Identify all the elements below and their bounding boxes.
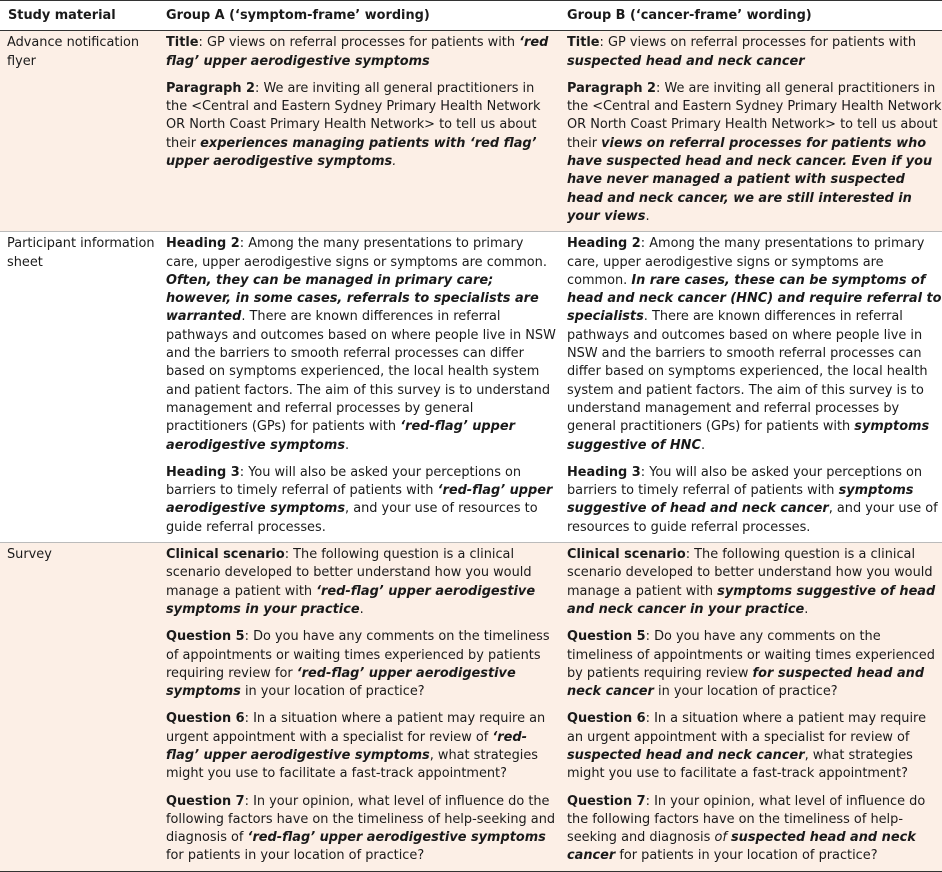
emphasized-wording: ‘red-flag’ upper aerodigestive symptoms in your practice bbox=[166, 583, 536, 617]
entry-text: : You will also be asked your perceptions on barriers to timely referral of patients with bbox=[567, 464, 923, 499]
entry-label: Title bbox=[567, 35, 600, 51]
entry-text: : We are inviting all general practitioners in the <Central and Eastern Sydney Primary Health Network OR North Coast Primary Health Network> to tell us about their bbox=[567, 80, 942, 151]
entry-text: for patients in your location of practice? bbox=[166, 848, 425, 864]
entry-text: : Do you have any comments on the timeliness of appointments or waiting times experienced by patients requiring review for bbox=[166, 629, 550, 681]
entry-label: Title bbox=[166, 35, 199, 51]
entry-clinical-scenario bbox=[567, 543, 942, 624]
entry-text: : GP views on referral processes for patients with bbox=[198, 35, 520, 51]
entry-label: Paragraph 2 bbox=[166, 80, 256, 96]
entry-text: : In a situation where a patient may require an urgent appointment with a specialist for review of bbox=[567, 711, 927, 745]
emphasized-wording: ‘red-flag’ upper aerodigestive symptoms bbox=[166, 483, 553, 517]
emphasized-wording: ‘red-flag’ upper aerodigestive symptoms bbox=[166, 419, 515, 453]
row-survey bbox=[0, 543, 942, 872]
entry-text: : The following question is a clinical scenario developed to better understand how you would manage a patient with bbox=[567, 547, 933, 599]
entry-text: . There are known differences in referral pathways and outcomes based on where people live in NSW and the barriers to smooth referral processes can differ based on symptoms experienced, the local health system and patient factors. The aim of this survey is to understand management and referral processes by general practitioners (GPs) for patients with bbox=[567, 309, 928, 435]
entry-clinical-scenario bbox=[166, 543, 559, 624]
emphasized-wording: symptoms suggestive of head and neck cancer bbox=[567, 483, 914, 517]
entry-label: Question 7 bbox=[567, 793, 646, 809]
entry-text: : Among the many presentations to primary care, upper aerodigestive signs or symptoms are common. bbox=[166, 236, 547, 270]
entry-title bbox=[166, 31, 559, 76]
entry-text: , and your use of resources to guide referral processes. bbox=[567, 501, 938, 535]
group-a-cell bbox=[158, 232, 559, 543]
emphasized-wording: views on referral processes for patients who have suspected head and neck cancer. Even if you have never managed a patient with suspected head and neck cancer, we are still interested in your views bbox=[567, 135, 933, 224]
emphasized-wording: symptoms suggestive of head and neck cancer in your practice bbox=[567, 583, 936, 617]
header-group-a: Group A (‘symptom-frame’ wording) bbox=[158, 1, 559, 31]
emphasized-wording: In rare cases, these can be symptoms of head and neck cancer (HNC) and require referral to specialists bbox=[567, 272, 942, 325]
entry-text: of bbox=[714, 830, 731, 846]
emphasized-wording: experiences managing patients with ‘red flag’ upper aerodigestive symptoms bbox=[166, 135, 537, 170]
entry-label: Heading 2 bbox=[166, 236, 240, 252]
entry-paragraph-2 bbox=[166, 76, 559, 176]
group-a-cell bbox=[158, 543, 559, 872]
entry-label: Question 5 bbox=[166, 629, 245, 645]
entry-text: in your location of practice? bbox=[240, 684, 425, 700]
entry-text: . bbox=[804, 601, 809, 617]
entry-label: Heading 2 bbox=[567, 236, 641, 252]
group-b-cell bbox=[559, 543, 942, 872]
entry-text: for patients in your location of practice? bbox=[615, 848, 878, 864]
entry-text: . bbox=[645, 208, 650, 224]
entry-text: . bbox=[700, 437, 706, 453]
entry-heading-2 bbox=[567, 232, 942, 460]
group-a-cell bbox=[158, 31, 559, 232]
material-cell: Participant information sheet bbox=[0, 232, 158, 543]
entry-label: Clinical scenario bbox=[567, 547, 686, 563]
entry-label: Paragraph 2 bbox=[567, 80, 657, 96]
entry-question-5 bbox=[567, 624, 942, 706]
group-b-cell bbox=[559, 232, 942, 543]
entry-label: Question 6 bbox=[166, 711, 245, 727]
entry-text: , what strategies might you use to facilitate a fast-track appointment? bbox=[567, 747, 913, 782]
row-advance-notification-flyer bbox=[0, 31, 942, 232]
entry-label: Question 5 bbox=[567, 629, 646, 645]
entry-text: : You will also be asked your perceptions on barriers to timely referral of patients with bbox=[166, 464, 522, 499]
entry-text: : Do you have any comments on the timeliness of appointments or waiting times experienced by patients requiring review bbox=[567, 629, 935, 681]
emphasized-wording: suspected head and neck cancer bbox=[567, 53, 805, 69]
material-cell: Advance notification flyer bbox=[0, 31, 158, 232]
row-participant-information-sheet bbox=[0, 232, 942, 543]
emphasized-wording: ‘red-flag’ upper aerodigestive symptoms bbox=[247, 830, 546, 846]
entry-label: Heading 3 bbox=[166, 464, 240, 480]
entry-text: : We are inviting all general practitioners in the <Central and Eastern Sydney Primary Health Network OR North Coast Primary Health Network> to tell us about their bbox=[166, 80, 541, 151]
entry-text: . bbox=[392, 154, 397, 170]
entry-text: : The following question is a clinical scenario developed to better understand how you would manage a patient with bbox=[166, 547, 532, 599]
emphasized-wording: ‘red flag’ upper aerodigestive symptoms bbox=[166, 35, 549, 69]
entry-label: Question 6 bbox=[567, 711, 646, 727]
entry-text: , what strategies might you use to facilitate a fast-track appointment? bbox=[166, 747, 539, 782]
entry-question-6 bbox=[166, 706, 559, 788]
header-group-b: Group B (‘cancer-frame’ wording) bbox=[559, 1, 942, 31]
entry-heading-3 bbox=[166, 460, 559, 542]
header-study-material: Study material bbox=[0, 1, 158, 31]
entry-question-5 bbox=[166, 624, 559, 706]
header-row bbox=[0, 1, 942, 31]
emphasized-wording: ‘red-flag’ upper aerodigestive symptoms bbox=[166, 665, 516, 700]
entry-heading-2 bbox=[166, 232, 559, 460]
entry-text: : In a situation where a patient may require an urgent appointment with a specialist for review of bbox=[166, 711, 546, 745]
emphasized-wording: suspected head and neck cancer bbox=[567, 747, 805, 763]
entry-label: Question 7 bbox=[166, 793, 245, 809]
entry-text: in your location of practice? bbox=[653, 684, 838, 700]
entry-text: : Among the many presentations to primary care, upper aerodigestive signs or symptoms are common. bbox=[567, 236, 925, 288]
material-cell: Survey bbox=[0, 543, 158, 872]
emphasized-wording: Often, they can be managed in primary care; however, in some cases, referrals to specialists are warranted bbox=[166, 272, 539, 325]
emphasized-wording: for suspected head and neck cancer bbox=[567, 665, 925, 700]
entry-text: : GP views on referral processes for patients with bbox=[599, 35, 917, 51]
entry-label: Clinical scenario bbox=[166, 547, 285, 563]
entry-text: . bbox=[345, 437, 350, 453]
entry-heading-3 bbox=[567, 460, 942, 542]
entry-text: . bbox=[359, 601, 364, 617]
entry-label: Heading 3 bbox=[567, 464, 641, 480]
emphasized-wording: ‘red-flag’ upper aerodigestive symptoms bbox=[166, 729, 527, 763]
entry-paragraph-2 bbox=[567, 76, 942, 231]
emphasized-wording: symptoms suggestive of HNC bbox=[567, 419, 930, 453]
entry-question-6 bbox=[567, 706, 942, 788]
entry-text: : In your opinion, what level of influence do the following factors have on the timeliness of help-seeking and diagnosis bbox=[567, 793, 926, 846]
emphasized-wording: suspected head and neck cancer bbox=[567, 830, 916, 864]
group-b-cell bbox=[559, 31, 942, 232]
entry-title bbox=[567, 31, 942, 76]
entry-text: : In your opinion, what level of influence do the following factors have on the timeliness of help-seeking and diagnosis of bbox=[166, 793, 556, 846]
entry-text: . There are known differences in referral pathways and outcomes based on where people live in NSW and the barriers to smooth referral processes can differ based on symptoms experienced, the local health system and patient factors. The aim of this survey is to understand management and referral processes by general practitioners (GPs) for patients with bbox=[166, 309, 556, 435]
entry-text: , and your use of resources to guide referral processes. bbox=[166, 501, 538, 535]
